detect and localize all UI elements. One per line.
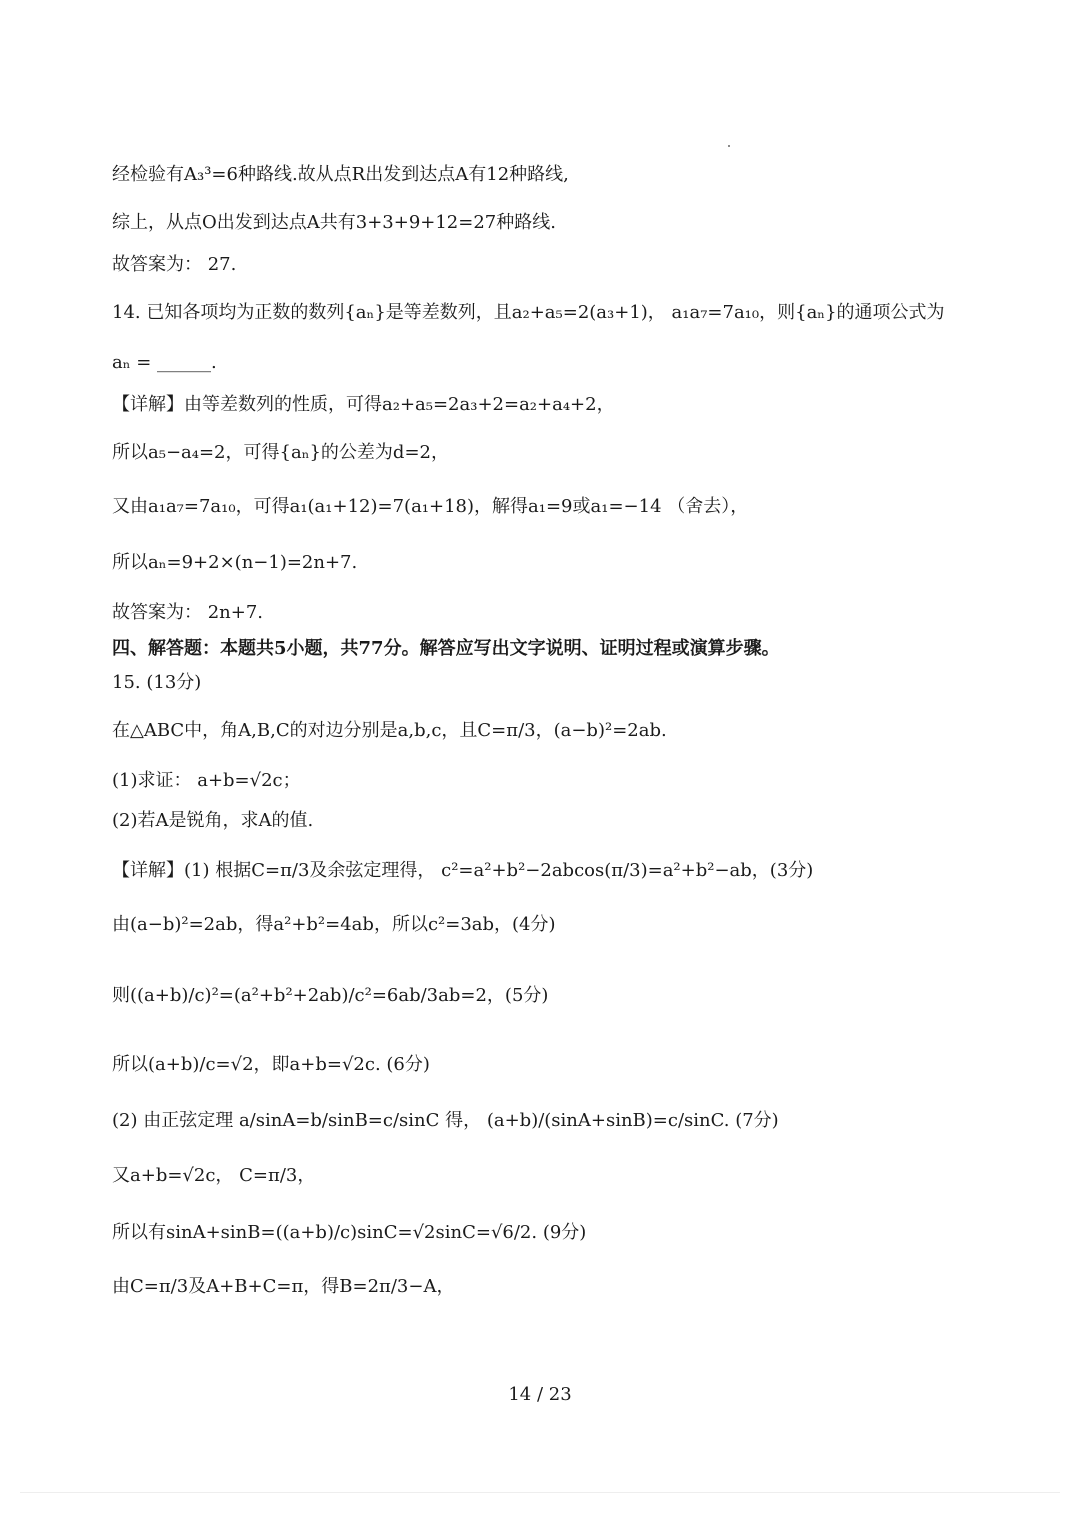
page-number: 14 / 23 <box>508 1384 572 1405</box>
text-line: 所以(a+b)/c=√2，即a+b=√2c. (6分) <box>112 1054 430 1075</box>
text-line: 【详解】由等差数列的性质，可得a₂+a₅=2a₃+2=a₂+a₄+2， <box>112 394 615 415</box>
text-line: 由C=π/3及A+B+C=π，得B=2π/3−A， <box>112 1276 455 1297</box>
question-14: 14. 已知各项均为正数的数列{aₙ}是等差数列，且a₂+a₅=2(a₃+1)， a₁a₇=7a₁₀，则{aₙ}的通项公式为 <box>112 302 945 323</box>
text-line: (2)若A是锐角，求A的值. <box>112 810 314 831</box>
text-line: 由(a−b)²=2ab，得a²+b²=4ab，所以c²=3ab，(4分) <box>112 914 556 935</box>
text-line: 【详解】(1) 根据C=π/3及余弦定理得， c²=a²+b²−2abcos(π/3)=a²+b²−ab，(3分) <box>112 860 814 881</box>
question-15: 15. (13分) <box>112 672 202 693</box>
text-line: 在△ABC中，角A,B,C的对边分别是a,b,c，且C=π/3，(a−b)²=2ab. <box>112 720 667 741</box>
text-line: (1)求证： a+b=√2c； <box>112 770 301 791</box>
text-line: 又由a₁a₇=7a₁₀，可得a₁(a₁+12)=7(a₁+18)，解得a₁=9或a₁=−14 （舍去）， <box>112 496 749 517</box>
text-line: 经检验有A₃³=6种路线.故从点R出发到达点A有12种路线, <box>112 164 569 185</box>
text-line: 所以a₅−a₄=2，可得{aₙ}的公差为d=2， <box>112 442 449 463</box>
text-line: 所以有sinA+sinB=((a+b)/c)sinC=√2sinC=√6/2. (9分) <box>112 1222 587 1243</box>
text-line: 故答案为： 2n+7. <box>112 602 264 623</box>
text-line: 综上，从点O出发到达点A共有3+3+9+12=27种路线. <box>112 212 556 233</box>
text-line: (2) 由正弦定理 a/sinA=b/sinB=c/sinC 得， (a+b)/(sinA+sinB)=c/sinC. (7分) <box>112 1110 779 1131</box>
text-line: 又a+b=√2c， C=π/3， <box>112 1165 316 1186</box>
scan-speck <box>728 145 730 147</box>
answer-blank: aₙ = ______. <box>112 352 217 373</box>
text-line: 则((a+b)/c)²=(a²+b²+2ab)/c²=6ab/3ab=2，(5分) <box>112 985 549 1006</box>
text-line: 故答案为： 27. <box>112 254 237 275</box>
footer-divider <box>20 1492 1060 1493</box>
text-line: 所以aₙ=9+2×(n−1)=2n+7. <box>112 552 358 573</box>
section-heading: 四、解答题：本题共5小题，共77分。解答应写出文字说明、证明过程或演算步骤。 <box>112 638 780 659</box>
